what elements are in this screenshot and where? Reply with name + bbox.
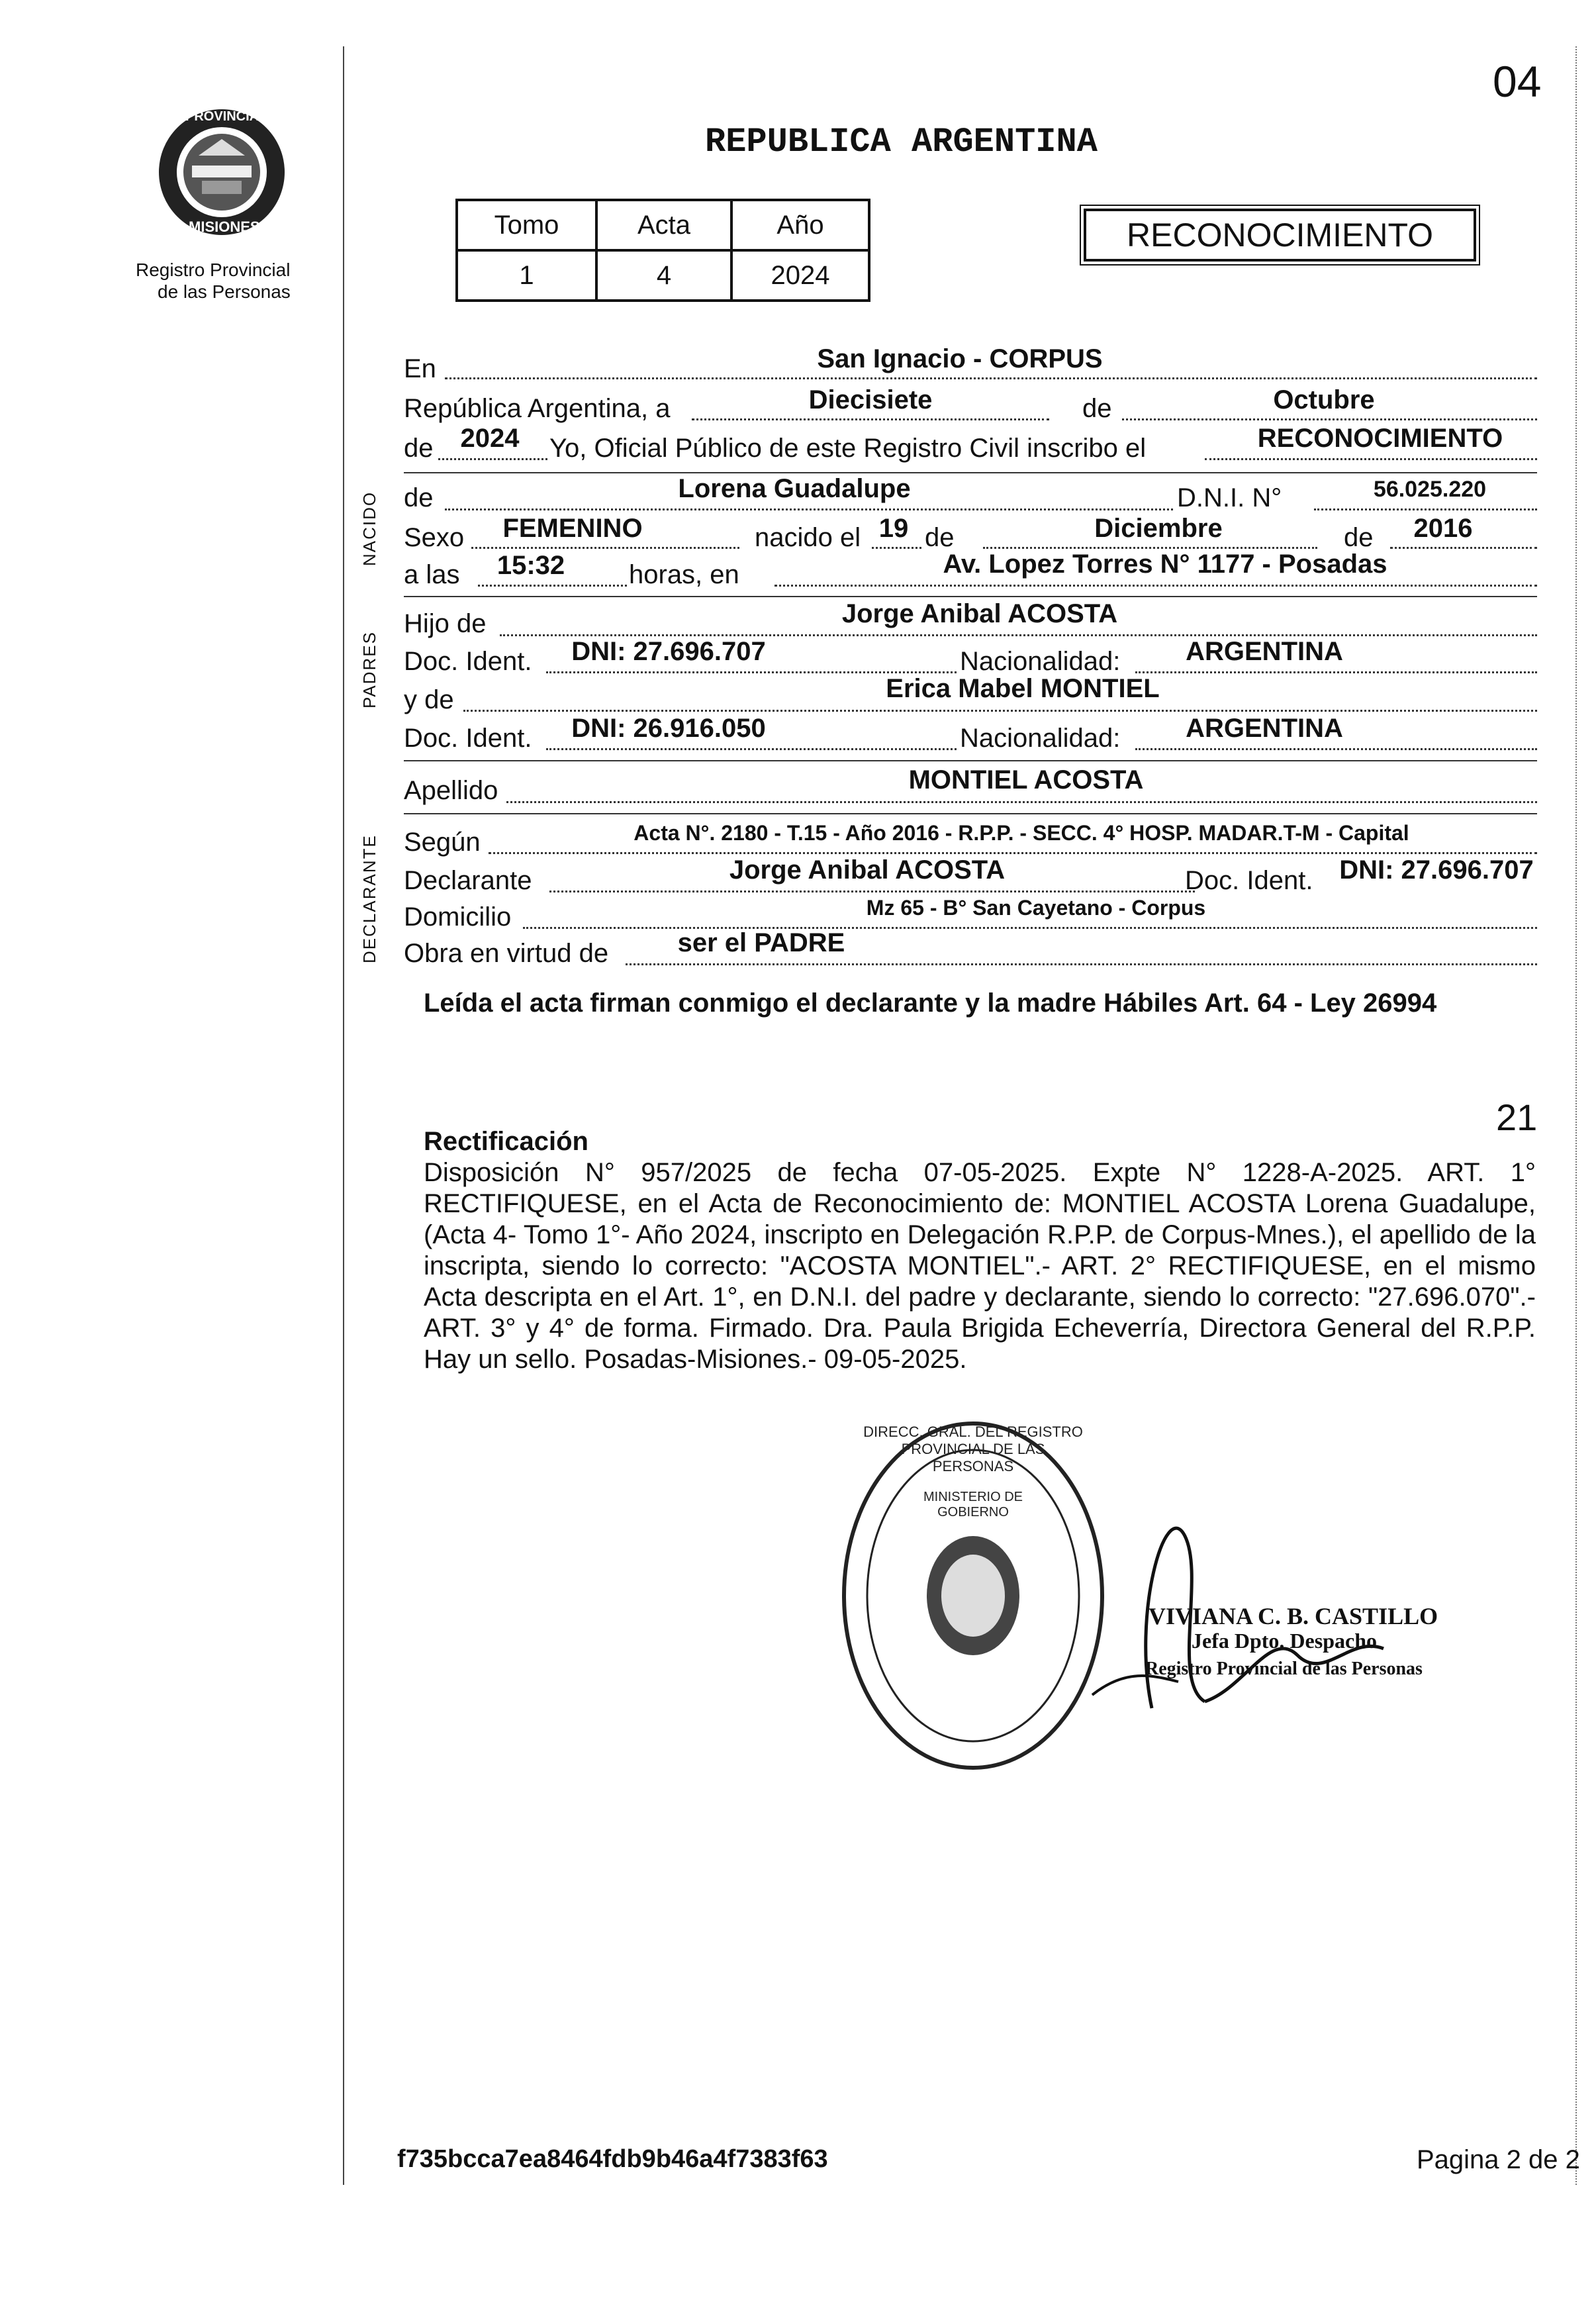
intro-month-value: Octubre	[1273, 385, 1375, 414]
nacido-name-value: Lorena Guadalupe	[678, 474, 911, 503]
mother-nat-value: ARGENTINA	[1186, 714, 1343, 743]
father-dots	[500, 634, 1537, 636]
left-margin-line	[343, 46, 344, 2185]
inscribo-value: RECONOCIMIENTO	[1257, 424, 1503, 453]
nacido-dni-dots	[1314, 508, 1537, 510]
en-dots	[445, 377, 1537, 379]
nacido-de2-label: de	[925, 523, 955, 552]
rectificacion-body: Disposición N° 957/2025 de fecha 07-05-2025. Expte N° 1228-A-2025. ART. 1° RECTIFIQUESE, en el Acta de Reconocimiento de: MONTIEL ACOSTA Lorena Guadalupe, (Acta 4- Tomo 1°- Año 2024, inscripto en Delegación R.P.P. de Corpus-Mnes.), el apellido de la inscripta, siendo lo correcto: "ACOSTA MONTIEL".- ART. 2° RECTIFIQUESE, en el mismo Acta descripta en el Art. 1°, en D.N.I. del padre y declarante, siendo lo correcto: "27.696.070".- ART. 3° y 4° de forma. Firmado. Dra. Paula Brigida Echeverría, Directora General del R.P.P. Hay un sello. Posadas-Misiones.- 09-05-2025.	[424, 1158, 1536, 1374]
mother-doc-label: Doc. Ident.	[404, 724, 532, 753]
mother-nac-label: Nacionalidad:	[960, 724, 1121, 753]
seal-text-top: PROVINCIA DE	[185, 109, 281, 124]
stamp-inner-text: MINISTERIO DE GOBIERNO	[923, 1490, 1023, 1519]
header-tomo: Tomo	[457, 200, 596, 250]
stamp-outer-text: DIRECC. GRAL. DEL REGISTRO PROVINCIAL DE LAS PERSONAS	[863, 1423, 1083, 1474]
intro-de2-label: de	[404, 434, 434, 463]
obra-value: ser el PADRE	[677, 928, 845, 957]
alas-label: a las	[404, 560, 460, 589]
apellido-label: Apellido	[404, 776, 498, 805]
yde-label: y de	[404, 685, 454, 714]
intro-de-label: de	[1082, 394, 1112, 423]
horas-en-label: horas, en	[629, 560, 739, 589]
mother-value: Erica Mabel MONTIEL	[886, 674, 1160, 703]
father-nat-value: ARGENTINA	[1186, 637, 1343, 666]
divider-intro	[404, 472, 1537, 473]
nacido-name-dots	[445, 508, 1173, 510]
inscribo-dots	[1205, 458, 1537, 460]
apellido-dots	[506, 801, 1537, 803]
segun-value: Acta N°. 2180 - T.15 - Año 2016 - R.P.P. - SECC. 4° HOSP. MADAR.T-M - Capital	[634, 821, 1409, 845]
side-label-padres: PADRES	[359, 631, 379, 708]
obra-label: Obra en virtud de	[404, 939, 609, 968]
leida-text: Leída el acta firman conmigo el declarante y la madre Hábiles Art. 64 - Ley 26994	[424, 988, 1437, 1018]
province-seal	[152, 103, 291, 242]
rectificacion-number: 21	[1496, 1096, 1538, 1138]
birth-month-dots	[983, 547, 1317, 549]
mother-doc-value: DNI: 26.916.050	[571, 714, 766, 743]
birth-year-value: 2016	[1413, 514, 1473, 543]
en-label: En	[404, 354, 436, 383]
book-table	[455, 199, 870, 302]
hour-dots	[478, 585, 627, 587]
mother-dots	[463, 710, 1537, 712]
declarante-value: Jorge Anibal ACOSTA	[729, 855, 1006, 885]
side-label-nacido: NACIDO	[359, 491, 379, 566]
republica-label: República Argentina, a	[404, 394, 671, 423]
father-nac-label: Nacionalidad:	[960, 647, 1121, 676]
mother-nat-dots	[1135, 748, 1537, 750]
divider-nacido	[404, 596, 1537, 597]
signer-name: VIVIANA C. B. CASTILLO	[1149, 1603, 1438, 1629]
signer-title: Jefa Dpto. Despacho	[1192, 1629, 1377, 1653]
divider-padres	[404, 760, 1537, 761]
domicilio-value: Mz 65 - B° San Cayetano - Corpus	[866, 896, 1206, 920]
intro-year-dots	[438, 458, 547, 460]
father-value: Jorge Anibal ACOSTA	[841, 599, 1118, 628]
hijo-de-label: Hijo de	[404, 609, 487, 638]
en-value: San Ignacio - CORPUS	[817, 344, 1103, 373]
sexo-value: FEMENINO	[502, 514, 643, 543]
footer-page: Pagina 2 de 2	[1417, 2145, 1580, 2174]
value-anio: 2024	[731, 250, 869, 301]
father-doc-value: DNI: 27.696.707	[571, 637, 766, 666]
declarante-label: Declarante	[404, 866, 532, 895]
republica-day-dots	[692, 418, 1049, 420]
segun-dots	[489, 852, 1537, 854]
nacido-el-label: nacido el	[755, 523, 861, 552]
side-label-declarante: DECLARANTE	[359, 834, 379, 963]
obra-dots	[626, 963, 1537, 965]
birth-place-value: Av. Lopez Torres N° 1177 - Posadas	[943, 550, 1387, 579]
birth-year-dots	[1390, 547, 1537, 549]
intro-month-dots	[1122, 418, 1537, 420]
footer-hash: f735bcca7ea8464fdb9b46a4f7383f63	[397, 2145, 828, 2173]
seal-text-bottom: MISIONES	[189, 218, 260, 235]
father-nat-dots	[1135, 671, 1537, 673]
value-tomo: 1	[457, 250, 596, 301]
declarante-doc-value: DNI: 27.696.707	[1339, 855, 1534, 885]
oficial-text: Yo, Oficial Público de este Registro Civil inscribo el	[549, 434, 1147, 463]
birth-day-value: 19	[878, 514, 909, 543]
mother-doc-dots	[546, 748, 957, 750]
birth-hour-value: 15:32	[496, 551, 565, 580]
declarante-doc-label: Doc. Ident.	[1185, 866, 1313, 895]
intro-year-value: 2024	[460, 424, 520, 453]
header-acta: Acta	[596, 200, 731, 250]
nacido-dni-label: D.N.I. N°	[1177, 483, 1282, 512]
nacido-dni-value: 56.025.220	[1373, 477, 1487, 502]
official-stamp	[834, 1410, 1112, 1781]
rectificacion-title: Rectificación	[424, 1127, 588, 1156]
value-acta: 4	[596, 250, 731, 301]
declarante-dots	[549, 891, 1195, 892]
doc-type-label: RECONOCIMIENTO	[1127, 217, 1433, 254]
father-doc-dots	[546, 671, 957, 673]
right-margin-line	[1575, 46, 1577, 2185]
country-title: REPUBLICA ARGENTINA	[705, 122, 1098, 162]
org-name-line2: de las Personas	[158, 281, 291, 302]
nacido-de-label: de	[404, 483, 434, 512]
header-anio: Año	[731, 200, 869, 250]
birth-day-dots	[872, 547, 921, 549]
nacido-de3-label: de	[1344, 523, 1374, 552]
apellido-value: MONTIEL ACOSTA	[908, 765, 1144, 795]
sexo-dots	[471, 547, 739, 549]
father-doc-label: Doc. Ident.	[404, 647, 532, 676]
signer-org: Registro Provincial de las Personas	[1145, 1659, 1423, 1679]
birth-month-value: Diciembre	[1094, 514, 1223, 543]
birth-place-dots	[775, 585, 1537, 587]
sexo-label: Sexo	[404, 523, 465, 552]
intro-day-value: Diecisiete	[808, 385, 933, 414]
org-name-line1: Registro Provincial	[136, 260, 291, 280]
page-number-top: 04	[1493, 57, 1542, 106]
divider-apellido	[404, 813, 1537, 814]
domicilio-label: Domicilio	[404, 902, 512, 932]
doc-type-box	[1084, 209, 1476, 262]
segun-label: Según	[404, 828, 481, 857]
